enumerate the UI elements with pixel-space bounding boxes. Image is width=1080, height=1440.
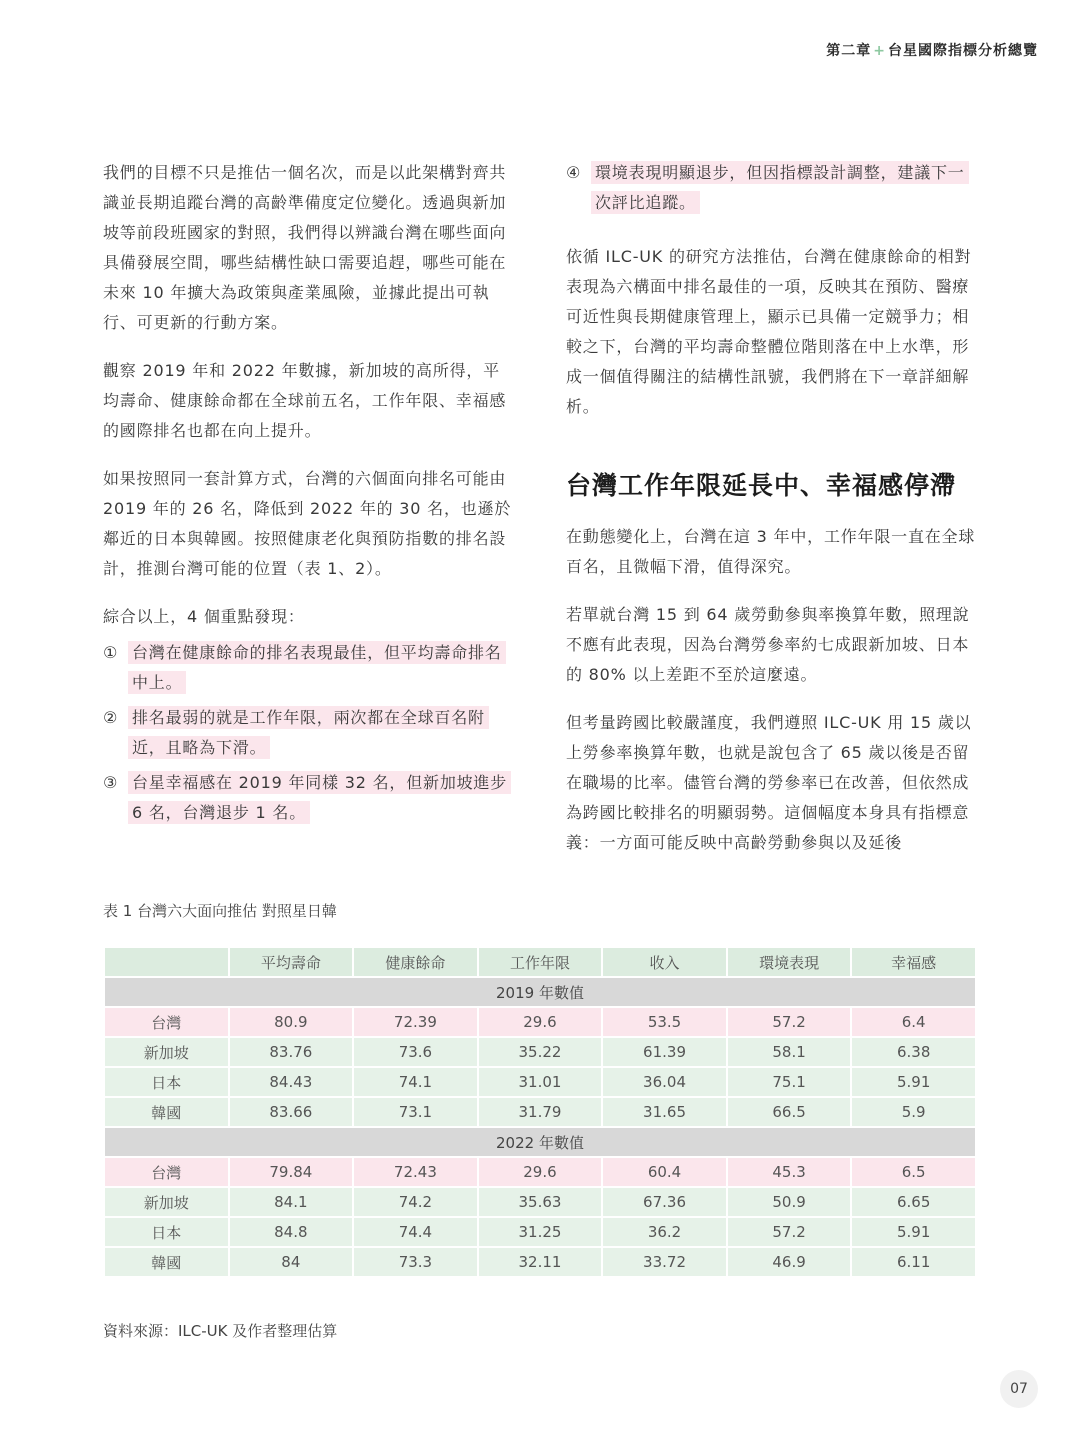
- paragraph: 依循 ILC-UK 的研究方法推估，台灣在健康餘命的相對表現為六構面中排名最佳的一項，反映其在預防、醫療可近性與長期健康管理上，顯示已具備一定競爭力；相較之下，台灣的平均壽命整體位階則落在中上水準，形成一個值得關注的結構性訊號，我們將在下一章詳細解析。: [566, 247, 972, 416]
- country-cell: 新加坡: [105, 1188, 228, 1216]
- value-cell: 83.66: [230, 1098, 353, 1126]
- value-cell: 46.9: [728, 1248, 851, 1276]
- value-cell: 6.5: [852, 1158, 975, 1186]
- value-cell: 45.3: [728, 1158, 851, 1186]
- value-cell: 60.4: [603, 1158, 726, 1186]
- finding-item: [103, 638, 515, 698]
- value-cell: 84.1: [230, 1188, 353, 1216]
- value-cell: 80.9: [230, 1008, 353, 1036]
- paragraph: 在動態變化上，台灣在這 3 年中，工作年限一直在全球百名，且微幅下滑，值得深究。: [566, 527, 976, 576]
- column-header: 健康餘命: [354, 948, 477, 976]
- chapter-title: 台星國際指標分析總覽: [888, 43, 1038, 59]
- finding-item: [566, 158, 978, 218]
- table-caption: 表 1 台灣六大面向推估 對照星日韓: [103, 902, 337, 920]
- value-cell: 50.9: [728, 1188, 851, 1216]
- paragraph: 綜合以上，4 個重點發現：: [103, 607, 305, 626]
- value-cell: 29.6: [479, 1008, 602, 1036]
- value-cell: 31.79: [479, 1098, 602, 1126]
- data-table: [103, 946, 977, 1278]
- finding-text: 台星幸福感在 2019 年同樣 32 名，但新加坡進步 6 名，台灣退步 1 名。: [128, 771, 511, 824]
- table-row: [105, 1218, 975, 1246]
- value-cell: 33.72: [603, 1248, 726, 1276]
- chapter-label: 第二章: [826, 43, 872, 59]
- paragraph: 觀察 2019 年和 2022 年數據，新加坡的高所得，平均壽命、健康餘命都在全球前五名，工作年限、幸福感的國際排名也都在向上提升。: [103, 361, 507, 440]
- table-row: [105, 1158, 975, 1186]
- section-label: 2019 年數值: [105, 978, 975, 1006]
- value-cell: 58.1: [728, 1038, 851, 1066]
- finding-number: ①: [103, 643, 119, 662]
- value-cell: 72.43: [354, 1158, 477, 1186]
- value-cell: 29.6: [479, 1158, 602, 1186]
- column-header: 平均壽命: [230, 948, 353, 976]
- country-cell: 韓國: [105, 1248, 228, 1276]
- value-cell: 6.11: [852, 1248, 975, 1276]
- section-label: 2022 年數值: [105, 1128, 975, 1156]
- left-column: [103, 158, 515, 833]
- finding-number: ③: [103, 773, 119, 792]
- paragraph: 我們的目標不只是推估一個名次，而是以此架構對齊共識並長期追蹤台灣的高齡準備度定位變化。透過與新加坡等前段班國家的對照，我們得以辨識台灣在哪些面向具備發展空間，哪些結構性缺口需要追趕，哪些可能在未來 10 年擴大為政策與產業風險，並據此提出可執行、可更新的行動方案。: [103, 163, 507, 332]
- finding-text: 排名最弱的就是工作年限，兩次都在全球百名附近，且略為下滑。: [128, 706, 489, 759]
- finding-number: ④: [566, 163, 582, 182]
- value-cell: 5.91: [852, 1218, 975, 1246]
- value-cell: 66.5: [728, 1098, 851, 1126]
- plus-icon: +: [873, 43, 886, 59]
- value-cell: 35.22: [479, 1038, 602, 1066]
- value-cell: 73.1: [354, 1098, 477, 1126]
- finding-item: [103, 768, 515, 828]
- value-cell: 72.39: [354, 1008, 477, 1036]
- value-cell: 31.01: [479, 1068, 602, 1096]
- value-cell: 57.2: [728, 1218, 851, 1246]
- table-source: 資料來源：ILC-UK 及作者整理估算: [103, 1322, 338, 1340]
- table-section-row: [105, 978, 975, 1006]
- paragraph: 若單就台灣 15 到 64 歲勞動參與率換算年數，照理說不應有此表現，因為台灣勞參率約七成跟新加坡、日本的 80% 以上差距不至於這麼遠。: [566, 605, 970, 684]
- value-cell: 84.8: [230, 1218, 353, 1246]
- column-header: 工作年限: [479, 948, 602, 976]
- column-header: 幸福感: [852, 948, 975, 976]
- paragraph: 但考量跨國比較嚴謹度，我們遵照 ILC-UK 用 15 歲以上勞參率換算年數，也就是說包含了 65 歲以後是否留在職場的比率。儘管台灣的勞參率已在改善，但依然成為跨國比較排名的明顯弱勢。這個幅度本身具有指標意義：一方面可能反映中高齡勞動參與以及延後: [566, 713, 972, 852]
- finding-number: ②: [103, 708, 119, 727]
- running-header: [826, 40, 1038, 60]
- value-cell: 61.39: [603, 1038, 726, 1066]
- value-cell: 67.36: [603, 1188, 726, 1216]
- table-section-row: [105, 1128, 975, 1156]
- table-row: [105, 1008, 975, 1036]
- country-cell: 台灣: [105, 1158, 228, 1186]
- country-cell: 日本: [105, 1068, 228, 1096]
- value-cell: 74.4: [354, 1218, 477, 1246]
- value-cell: 6.65: [852, 1188, 975, 1216]
- finding-item: [103, 703, 515, 763]
- column-header: 收入: [603, 948, 726, 976]
- country-cell: 新加坡: [105, 1038, 228, 1066]
- paragraph: 如果按照同一套計算方式，台灣的六個面向排名可能由 2019 年的 26 名，降低到 2022 年的 30 名，也遜於鄰近的日本與韓國。按照健康老化與預防指數的排名設計，推測台灣可能的位置（表 1、2）。: [103, 469, 512, 578]
- value-cell: 6.38: [852, 1038, 975, 1066]
- column-header: 環境表現: [728, 948, 851, 976]
- value-cell: 83.76: [230, 1038, 353, 1066]
- country-cell: 台灣: [105, 1008, 228, 1036]
- value-cell: 31.65: [603, 1098, 726, 1126]
- value-cell: 36.2: [603, 1218, 726, 1246]
- value-cell: 84.43: [230, 1068, 353, 1096]
- table-row: [105, 1068, 975, 1096]
- value-cell: 84: [230, 1248, 353, 1276]
- table-header-row: [105, 948, 975, 976]
- page-number: 07: [1000, 1370, 1038, 1408]
- table-row: [105, 1188, 975, 1216]
- table-row: [105, 1098, 975, 1126]
- value-cell: 74.2: [354, 1188, 477, 1216]
- value-cell: 31.25: [479, 1218, 602, 1246]
- value-cell: 32.11: [479, 1248, 602, 1276]
- table-row: [105, 1248, 975, 1276]
- country-cell: 韓國: [105, 1098, 228, 1126]
- value-cell: 6.4: [852, 1008, 975, 1036]
- value-cell: 57.2: [728, 1008, 851, 1036]
- value-cell: 53.5: [603, 1008, 726, 1036]
- value-cell: 73.3: [354, 1248, 477, 1276]
- value-cell: 36.04: [603, 1068, 726, 1096]
- country-cell: 日本: [105, 1218, 228, 1246]
- value-cell: 79.84: [230, 1158, 353, 1186]
- section-heading: 台灣工作年限延長中、幸福感停滯: [566, 471, 957, 500]
- value-cell: 73.6: [354, 1038, 477, 1066]
- finding-text: 台灣在健康餘命的排名表現最佳，但平均壽命排名中上。: [128, 641, 506, 694]
- right-column: [566, 158, 978, 876]
- value-cell: 74.1: [354, 1068, 477, 1096]
- value-cell: 35.63: [479, 1188, 602, 1216]
- table-row: [105, 1038, 975, 1066]
- value-cell: 75.1: [728, 1068, 851, 1096]
- value-cell: 5.91: [852, 1068, 975, 1096]
- column-header: [105, 948, 228, 976]
- value-cell: 5.9: [852, 1098, 975, 1126]
- finding-text: 環境表現明顯退步，但因指標設計調整，建議下一次評比追蹤。: [591, 161, 969, 214]
